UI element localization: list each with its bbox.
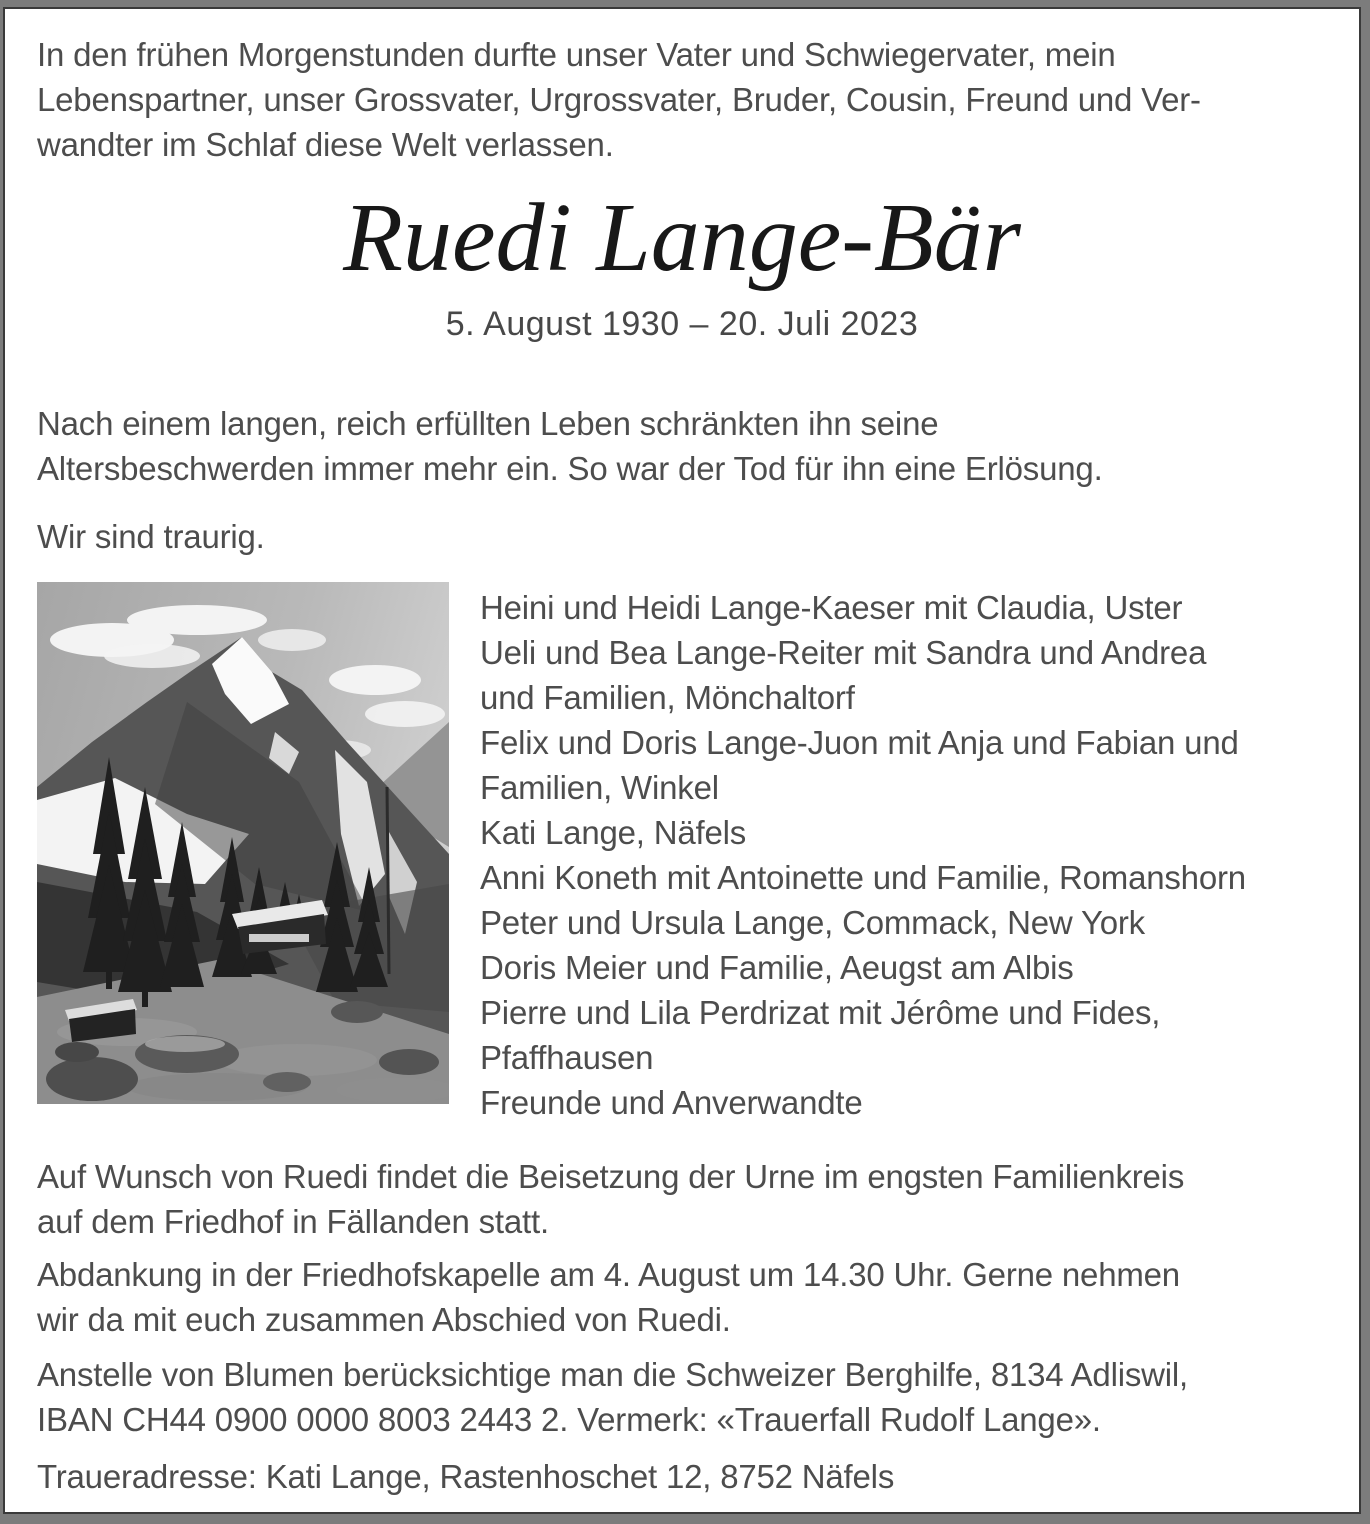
service-line: Abdankung in der Friedhofskapelle am 4. August um 14.30 Uhr. Gerne nehmen (37, 1256, 1180, 1293)
family-line: Heini und Heidi Lange-Kaeser mit Claudia, Uster (480, 589, 1183, 626)
donation-paragraph (37, 1352, 1337, 1442)
intro-line: In den frühen Morgenstunden durfte unser Vater und Schwiegervater, mein (37, 36, 1116, 73)
burial-line: Auf Wunsch von Ruedi findet die Beisetzung der Urne im engsten Familienkreis (37, 1158, 1185, 1195)
burial-paragraph (37, 1154, 1337, 1244)
family-line: Ueli und Bea Lange-Reiter mit Sandra und Andrea (480, 634, 1207, 671)
family-line: Peter und Ursula Lange, Commack, New York (480, 904, 1145, 941)
condolence-line: Altersbeschwerden immer mehr ein. So war der Tod für ihn eine Erlösung. (37, 450, 1103, 487)
family-line: Pierre und Lila Perdrizat mit Jérôme und Fides, (480, 994, 1161, 1031)
condolence-line: Nach einem langen, reich erfüllten Leben schränkten ihn seine (37, 405, 939, 442)
donation-line: IBAN CH44 0900 0000 8003 2443 2. Vermerk: «Trauerfall Rudolf Lange». (37, 1401, 1101, 1438)
deceased-name: Ruedi Lange-Bär (343, 184, 1021, 292)
mourning-line: Wir sind traurig. (37, 518, 265, 555)
mourning-address (37, 1454, 1337, 1499)
intro-line: Lebenspartner, unser Grossvater, Urgrossvater, Bruder, Cousin, Freund und Ver- (37, 81, 1201, 118)
burial-line: auf dem Friedhof in Fällanden statt. (37, 1203, 549, 1240)
obituary-notice-page (3, 7, 1361, 1514)
family-line: Pfaffhausen (480, 1039, 654, 1076)
address-line: Traueradresse: Kati Lange, Rastenhoschet 12, 8752 Näfels (37, 1458, 895, 1495)
family-line: Felix und Doris Lange-Juon mit Anja und Fabian und (480, 724, 1239, 761)
family-line: Anni Koneth mit Antoinette und Familie, Romanshorn (480, 859, 1246, 896)
condolence-paragraph (37, 401, 1337, 491)
family-list (480, 585, 1349, 1125)
service-paragraph (37, 1252, 1337, 1342)
service-line: wir da mit euch zusammen Abschied von Ruedi. (37, 1301, 731, 1338)
life-dates: 5. August 1930 – 20. Juli 2023 (445, 305, 919, 343)
donation-line: Anstelle von Blumen berücksichtige man die Schweizer Berghilfe, 8134 Adliswil, (37, 1356, 1189, 1393)
photo-pole (387, 787, 389, 974)
family-line: und Familien, Mönchaltorf (480, 679, 855, 716)
family-line: Doris Meier und Familie, Aeugst am Albis (480, 949, 1074, 986)
intro-paragraph (37, 32, 1337, 167)
family-line: Freunde und Anverwandte (480, 1084, 863, 1121)
memorial-photo (37, 582, 449, 1104)
family-line: Kati Lange, Näfels (480, 814, 747, 851)
intro-line: wandter im Schlaf diese Welt verlassen. (37, 126, 614, 163)
family-line: Familien, Winkel (480, 769, 719, 806)
